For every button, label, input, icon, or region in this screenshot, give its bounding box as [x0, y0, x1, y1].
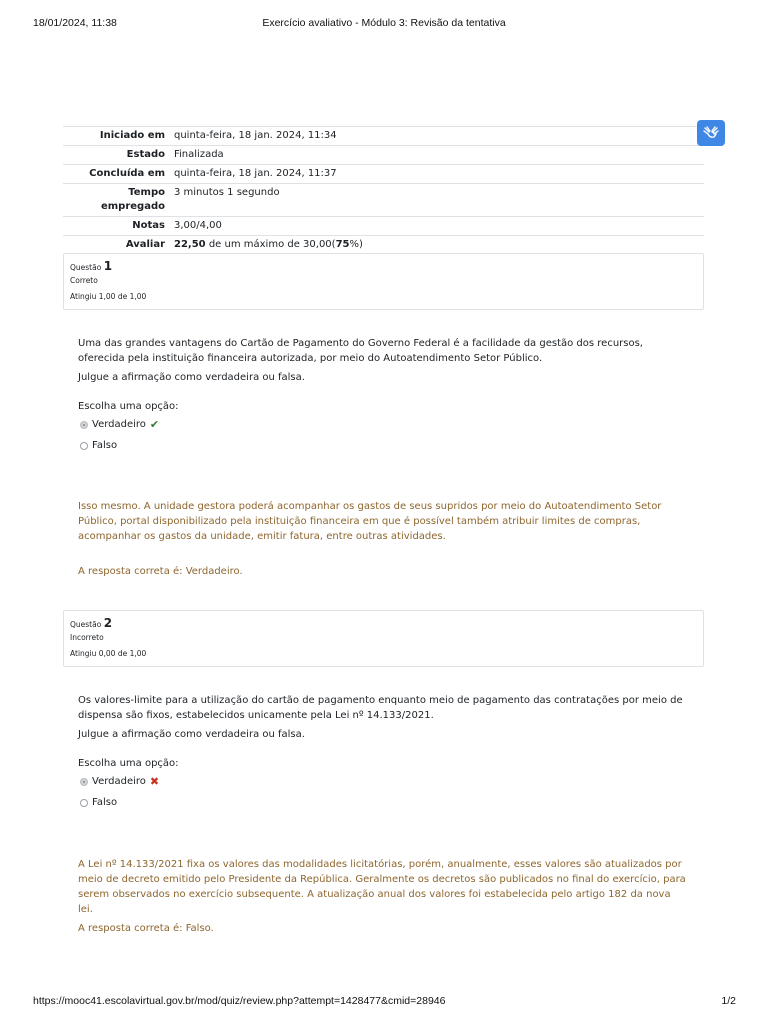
check-icon: ✔: [149, 418, 160, 431]
summary-value: quinta-feira, 18 jan. 2024, 11:34: [174, 130, 337, 141]
summary-label: Iniciado em: [99, 130, 165, 141]
summary-label: Concluída em: [89, 168, 165, 179]
question-grade: Atingiu 0,00 de 1,00: [70, 649, 147, 658]
question-number: [70, 259, 112, 273]
choose-option-label: Escolha uma opção:: [78, 758, 179, 769]
accessibility-button[interactable]: [697, 120, 725, 146]
grade-score: 22,50: [174, 239, 206, 250]
question-text: Os valores-limite para a utilização do cartão de pagamento enquanto meio de pagamento das contratações por meio de dispensa são fixos, estabelecidos unicamente pela Lei nº 14.133/2021.: [78, 695, 683, 721]
option-true[interactable]: [80, 775, 159, 788]
question-prompt: Julgue a afirmação como verdadeira ou falsa.: [78, 372, 305, 383]
question-info-1: [63, 253, 704, 310]
summary-row-time: [63, 184, 704, 217]
summary-value: Finalizada: [174, 149, 224, 160]
summary-value: 3 minutos 1 segundo: [174, 187, 280, 198]
option-label: Falso: [92, 440, 118, 451]
summary-value: 3,00/4,00: [174, 220, 222, 231]
option-label: Verdadeiro: [92, 419, 146, 430]
question-label: Questão: [70, 620, 102, 629]
right-answer: A resposta correta é: Verdadeiro.: [78, 566, 243, 577]
grade-end: %): [349, 239, 363, 250]
attempt-summary-table: [63, 126, 704, 254]
sign-language-icon: [702, 125, 720, 141]
general-feedback: A Lei nº 14.133/2021 fixa os valores das modalidades licitatórias, porém, anualmente, esses valores são atualizados por meio de decreto emitido pelo Presidente da República. Geralmente os decretos são publicados no final do exercício, para serem observados no exercício subsequente. A atualização anual dos valores foi estabelecida pelo artigo 182 da nova lei.: [78, 859, 686, 915]
summary-value: quinta-feira, 18 jan. 2024, 11:37: [174, 168, 337, 179]
summary-row-grade: [63, 236, 704, 255]
option-true[interactable]: [80, 418, 159, 431]
radio-button[interactable]: [80, 421, 88, 429]
print-date: 18/01/2024, 11:38: [33, 17, 117, 29]
summary-grade-value: [171, 236, 704, 255]
general-feedback: Isso mesmo. A unidade gestora poderá acompanhar os gastos de seus supridos por meio do Autoatendimento Setor Público, portal disponibilizado pela instituição financeira em que é possível também atribuir limites de compras, acompanhar os gastos da unidade, emitir fatura, entre outras atividades.: [78, 501, 662, 542]
option-label: Falso: [92, 797, 118, 808]
option-false[interactable]: [80, 440, 117, 451]
cross-icon: ✖: [149, 775, 160, 788]
grade-mid: de um máximo de 30,00(: [205, 239, 336, 250]
summary-row-state: [63, 146, 704, 165]
question-number-value: 2: [103, 616, 113, 630]
summary-row-completed: [63, 165, 704, 184]
question-text: Uma das grandes vantagens do Cartão de Pagamento do Governo Federal é a facilidade da gestão dos recursos, oferecida pela instituição financeira autorizada, por meio do Autoatendimento Setor Público.: [78, 338, 643, 364]
radio-button[interactable]: [80, 778, 88, 786]
question-info-2: [63, 610, 704, 667]
question-prompt: Julgue a afirmação como verdadeira ou falsa.: [78, 729, 305, 740]
page-number: 1/2: [721, 995, 736, 1007]
radio-button[interactable]: [80, 799, 88, 807]
question-number: [70, 616, 112, 630]
grade-percent: 75: [335, 239, 350, 250]
summary-label: Avaliar: [125, 239, 165, 250]
print-url: https://mooc41.escolavirtual.gov.br/mod/quiz/review.php?attempt=1428477&cmid=28946: [33, 995, 446, 1007]
option-label: Verdadeiro: [92, 776, 146, 787]
summary-label: Notas: [132, 220, 165, 231]
option-false[interactable]: [80, 797, 117, 808]
summary-label: Tempo empregado: [100, 187, 165, 212]
right-answer: A resposta correta é: Falso.: [78, 923, 214, 934]
choose-option-label: Escolha uma opção:: [78, 401, 179, 412]
summary-row-marks: [63, 217, 704, 236]
summary-label: Estado: [126, 149, 165, 160]
summary-row-started: [63, 127, 704, 146]
question-grade: Atingiu 1,00 de 1,00: [70, 292, 147, 301]
question-number-value: 1: [103, 259, 113, 273]
question-state: Correto: [70, 276, 98, 285]
question-state: Incorreto: [70, 633, 104, 642]
print-title: Exercício avaliativo - Módulo 3: Revisão da tentativa: [262, 17, 506, 29]
question-label: Questão: [70, 263, 102, 272]
radio-button[interactable]: [80, 442, 88, 450]
